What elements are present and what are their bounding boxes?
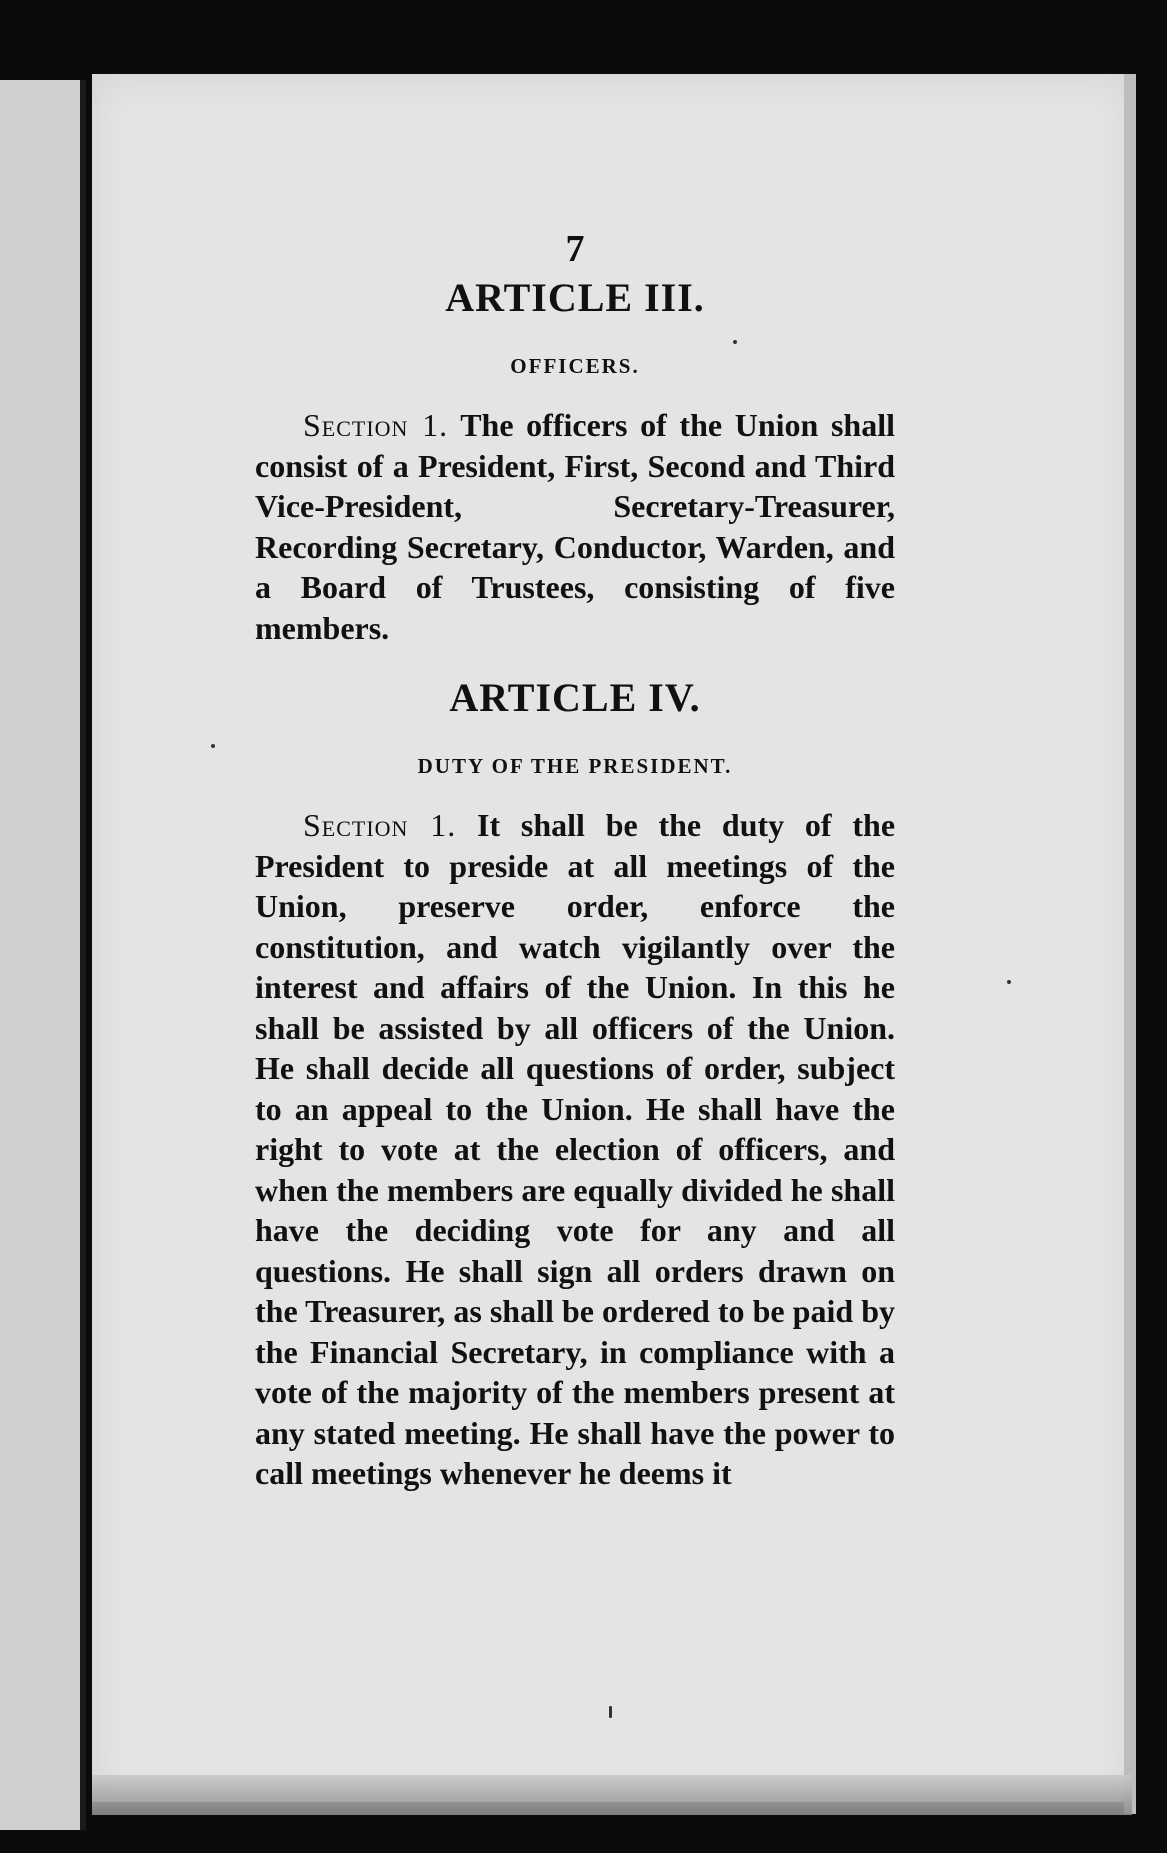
page-text-block: [255, 230, 895, 1494]
page-right-edge: [1124, 74, 1136, 1814]
scan-mark: [609, 1706, 612, 1718]
article-3-subheading: OFFICERS.: [510, 354, 640, 378]
article-4-heading: ARTICLE IV.: [449, 675, 701, 720]
adjacent-page-edge: [0, 80, 86, 1830]
article-4-subheading: DUTY OF THE PRESIDENT.: [417, 754, 733, 778]
scan-speck: [733, 340, 737, 344]
scan-speck: [211, 744, 215, 748]
article-4-section-1: [255, 805, 895, 1494]
article-3-section-1: [255, 405, 895, 648]
page-bottom-shadow: [92, 1775, 1132, 1815]
article-3-heading: ARTICLE III.: [445, 275, 705, 320]
scan-speck: [1007, 980, 1011, 984]
page-gutter-line: [80, 80, 86, 1830]
page-number: 7: [565, 228, 585, 270]
section-label: Section 1.: [303, 807, 457, 843]
section-text: It shall be the duty of the President to preside at all meetings of the Union, preserve order, enforce the constitution, and watch vigilantly over the interest and affairs of the Union. In this he shall be assisted by all officers of the Union. He shall decide all questions of order, subject to an appeal to the Union. He shall have the right to vote at the election of officers, and when the members are equally divided he shall have the deciding vote for any and all questions. He shall sign all orders drawn on the Treasurer, as shall be ordered to be paid by the Financial Secretary, in compliance with a vote of the majority of the members present at any stated meeting. He shall have the power to call meetings whenever he deems it: [255, 807, 896, 1491]
section-label: Section 1.: [303, 407, 449, 443]
section-text: The officers of the Union shall consist of a President, First, Second and Third Vice-President, Secretary-Treasurer, Recording Secretary, Conductor, Warden, and a Board of Trustees, consisting of five members.: [255, 407, 896, 646]
